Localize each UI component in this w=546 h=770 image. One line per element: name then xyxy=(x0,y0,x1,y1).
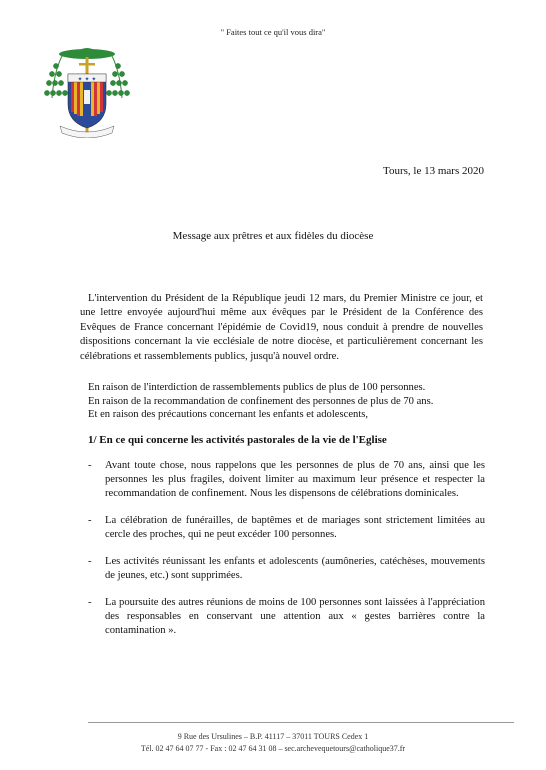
coat-of-arms-logo xyxy=(44,42,130,138)
bullet-text: Les activités réunissant les enfants et adolescents (aumôneries, catéchèses, mouvements de jeunes, etc.) sont supprimées. xyxy=(105,556,485,582)
letter-date: Tours, le 13 mars 2020 xyxy=(383,165,484,177)
reason-item: En raison de la recommandation de confinement des personnes de plus de 70 ans. xyxy=(88,395,434,407)
bullet-marker: - xyxy=(88,515,92,527)
bullet-marker: - xyxy=(88,460,92,471)
letter-title: Message aux prêtres et aux fidèles du diocèse xyxy=(172,230,374,242)
bullet-list xyxy=(88,459,485,651)
footer-contact: Tél. 02 47 64 07 77 - Fax : 02 47 64 31 08 – sec.archevequetours@catholique37.fr xyxy=(140,744,406,753)
bullet-item xyxy=(88,459,485,502)
svg-text:✦ ✦ ✦: ✦ ✦ ✦ xyxy=(77,76,97,83)
motto: " Faites tout ce qu'il vous dira" xyxy=(220,27,326,37)
intro-paragraph: L'intervention du Président de la République jeudi 12 mars, du Premier Ministre ce jour, et une lettre envoyée aujourd'hui même aux évêques par le Président de la Conférence des Evêques de France concernant l'épidémie de Covid19, nous conduit à prendre de nouvelles dispositions concernant la vie ecclésiale de notre diocèse, et particulièrement concernant les célébrations et rassemblements publics, jusqu'à nouvel ordre. xyxy=(80,293,483,362)
bullet-item xyxy=(88,555,485,583)
bullet-item xyxy=(88,596,485,639)
footer-address: 9 Rue des Ursulines – B.P. 41117 – 37011 TOURS Cedex 1 xyxy=(177,732,369,741)
bullet-text: La célébration de funérailles, de baptêmes et de mariages sont strictement limitées au cercle des proches, qui ne peut excéder 100 personnes. xyxy=(105,515,485,541)
reasons-list xyxy=(88,381,488,422)
reason-item: Et en raison des précautions concernant les enfants et adolescents, xyxy=(88,409,369,421)
bullet-text: La poursuite des autres réunions de moins de 100 personnes sont laissées à l'appréciation des responsables en conservant une attention aux « gestes barrières contre la contamination ». xyxy=(105,596,485,637)
bullet-item xyxy=(88,514,485,542)
section-heading: 1/ En ce qui concerne les activités pastorales de la vie de l'Eglise xyxy=(88,434,387,446)
bullet-marker: - xyxy=(88,556,92,568)
bullet-marker: - xyxy=(88,596,92,608)
footer-divider xyxy=(88,722,514,723)
bullet-text: Avant toute chose, nous rappelons que les personnes de plus de 70 ans, ainsi que les personnes les plus fragiles, doivent limiter au maximum leur présence et respecter la recommandation de confinement. Nous les dispensons de célébrations dominicales. xyxy=(105,460,485,500)
reason-item: En raison de l'interdiction de rassemblements publics de plus de 100 personnes. xyxy=(88,382,426,393)
